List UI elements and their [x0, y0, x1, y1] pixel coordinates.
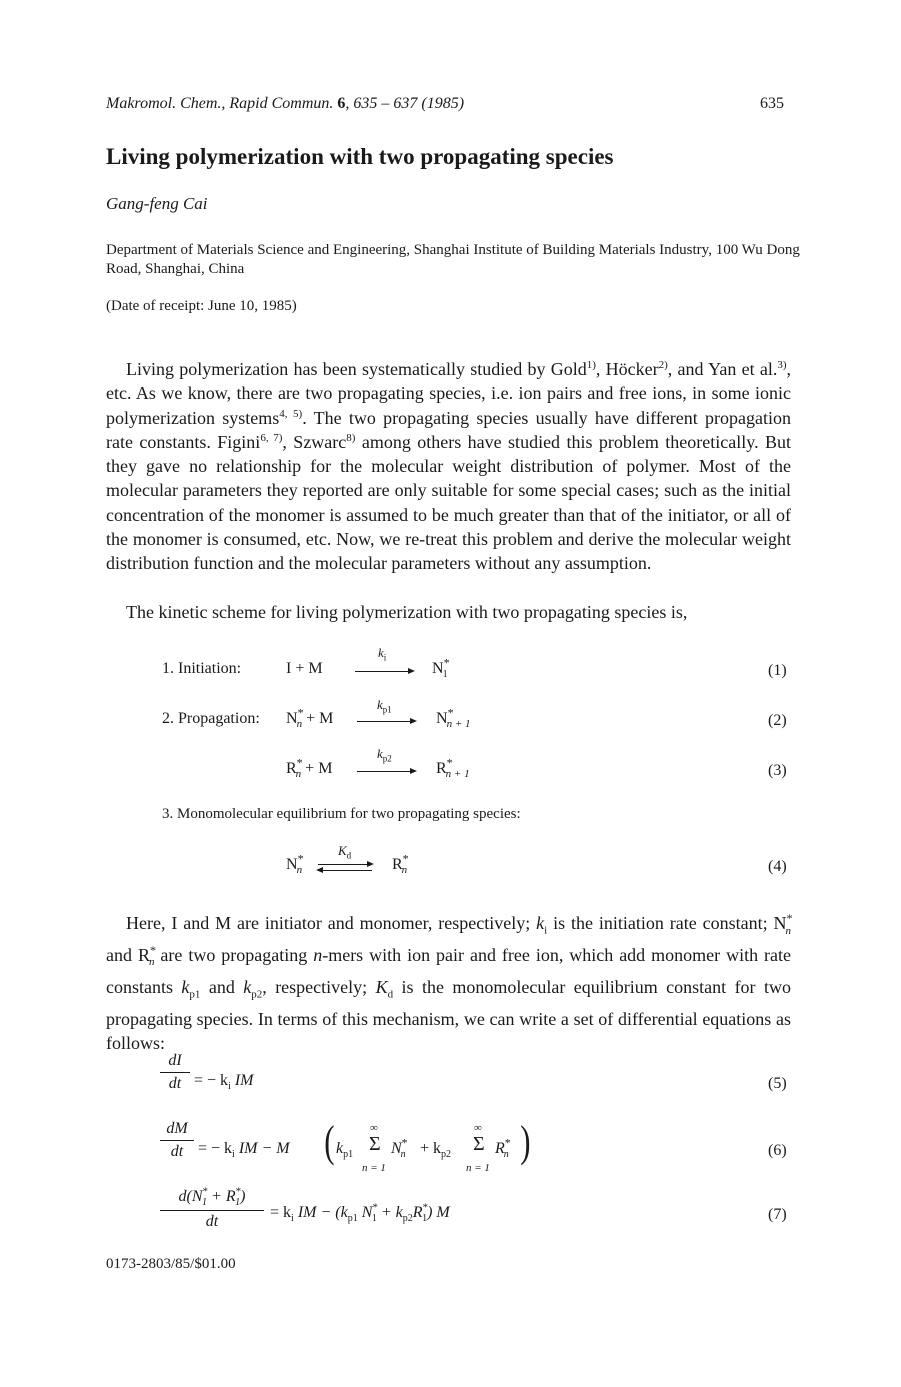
paragraph-scheme-intro: The kinetic scheme for living polymerization with two propagating species is,	[126, 602, 688, 622]
propagation-1-product: $N^*_{n + 1}$	[436, 705, 471, 731]
eq5-fraction: $\frac{dI}{dt}$	[160, 1052, 190, 1093]
journal-citation: Makromol. Chem., Rapid Commun. 6, 635 – 637 (1985)	[106, 95, 465, 112]
author: Gang-feng Cai	[106, 194, 208, 213]
propagation-2-lhs: $R^*_n + M$	[286, 755, 333, 781]
paragraph-mechanism: Here, I and M are initiator and monomer, respectively; $k_i$ is the initiation rate constant; $N^*_n$ and $R^*_n$ are two propagating n-mers with ion pair and free ion, which add monomer with rate constants $k_{p1}$ and $k_{p2}$, respectively; $K_d$ is the monomolecular equilibrium constant for two propagating species. In terms of this mechanism, we can write a set of differential equations as follows:	[106, 911, 793, 1053]
initiation-label: 1. Initiation:	[162, 660, 242, 677]
eq6-sum2: Σ	[473, 1133, 485, 1155]
eq6-sum2-upper: ∞	[474, 1122, 482, 1134]
eq6-rhs-start: = − $k_i$ IM − M	[198, 1140, 290, 1161]
eq-number-1: (1)	[768, 662, 787, 679]
affiliation: Department of Materials Science and Engineering, Shanghai Institute of Building Materials Industry, 100 Wu Dong Road, Shanghai, China	[106, 242, 800, 277]
propagation-2-rate-label: $k_{p2}$	[377, 746, 392, 764]
eq6-left-paren: (	[324, 1117, 335, 1166]
eq6-fraction: $\frac{dM}{dt}$	[160, 1120, 194, 1161]
initiation-rate-label: $k_i$	[378, 645, 387, 663]
equilibrium-forward-arrow	[318, 864, 372, 865]
initiation-lhs: I + M	[286, 660, 323, 677]
eq6-sum1-lower: n = 1	[362, 1162, 386, 1174]
eq-number-3: (3)	[768, 762, 787, 779]
eq6-right-paren: )	[520, 1117, 531, 1166]
eq6-Rn: $R^*_n$	[495, 1135, 511, 1161]
eq6-sum1-upper: ∞	[370, 1122, 378, 1134]
equilibrium-constant-label: $K_d$	[338, 843, 352, 861]
equilibrium-rhs: $R^*_n$	[392, 851, 409, 877]
equilibrium-reverse-arrow	[318, 870, 372, 871]
propagation-1-lhs: $N^*_n + M$	[286, 705, 334, 731]
propagation-1-rate-label: $k_{p1}$	[377, 697, 392, 715]
propagation-2-product: $R^*_{n + 1}$	[436, 755, 470, 781]
paragraph-intro: Living polymerization has been systematically studied by Gold$^{1)}$, Höcker$^{2)}$, and Yan et al.$^{3)}$, etc. As we know, there are two propagating species, i.e. ion pairs and free ions, in some ionic polymerization systems$^{4, 5)}$. The two propagating species usually have different propagation rate constants. Figini$^{6, 7)}$, Szwarc$^{8)}$ among others have studied this problem theoretically. But they gave no relationship for the molecular weight distribution of polymer. Most of the molecular parameters they reported are only suitable for some special cases; such as the initial concentration of the monomer is assumed to be much greater than that of the initiator, or all of the monomer is consumed, etc. Now, we re-treat this problem and derive the molecular weight distribution function and the molecular parameters without any assumption.	[106, 359, 791, 574]
propagation-1-arrow	[357, 721, 415, 722]
eq6-sum2-lower: n = 1	[466, 1162, 490, 1174]
equilibrium-label: 3. Monomolecular equilibrium for two propagating species:	[162, 806, 521, 822]
eq5-rhs: = − $k_i$ IM	[194, 1072, 254, 1093]
footer-code: 0173-2803/85/$01.00	[106, 1256, 236, 1272]
propagation-label: 2. Propagation:	[162, 710, 260, 727]
eq6-Nn: $N^*_n$	[391, 1135, 408, 1161]
eq6-kp1: $k_{p1}$	[336, 1140, 354, 1161]
eq-number-5: (5)	[768, 1075, 787, 1092]
eq-number-4: (4)	[768, 858, 787, 875]
page-number: 635	[760, 95, 784, 112]
eq6-sum1: Σ	[369, 1133, 381, 1155]
volume: 6	[337, 95, 346, 112]
initiation-product: $N^*_1$	[432, 655, 450, 681]
initiation-arrow	[355, 671, 413, 672]
paper-title: Living polymerization with two propagating species	[106, 144, 614, 169]
eq-number-6: (6)	[768, 1142, 787, 1159]
eq7-fraction: $\frac{d(N^*_1 + R^*_1)}{dt}$	[160, 1188, 264, 1231]
eq7-rhs: = $k_i$ IM − ($k_{p1}$ $N^*_1 + k_{p2}R^*_1$) M	[270, 1201, 450, 1225]
eq6-kp2: + $k_{p2}$	[420, 1140, 452, 1161]
eq-number-7: (7)	[768, 1206, 787, 1223]
eq-number-2: (2)	[768, 712, 787, 729]
equilibrium-lhs: $N^*_n$	[286, 851, 304, 877]
date-of-receipt: (Date of receipt: June 10, 1985)	[106, 298, 297, 314]
propagation-2-arrow	[357, 771, 415, 772]
